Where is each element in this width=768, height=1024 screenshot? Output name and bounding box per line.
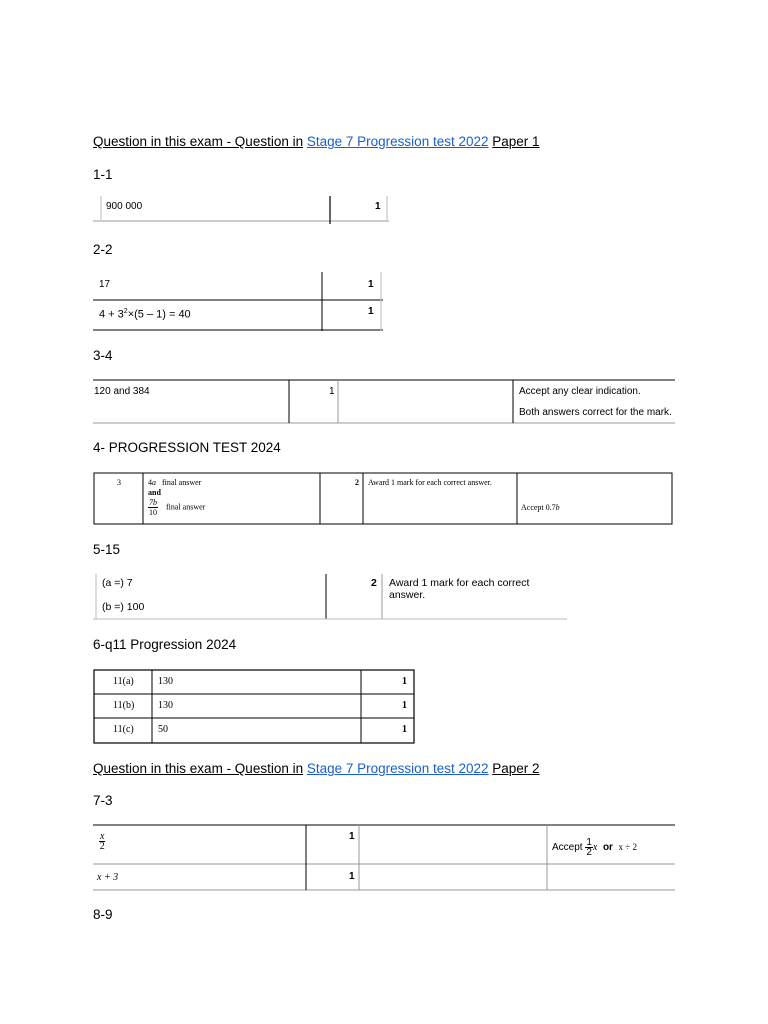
q5-mark: 2 (371, 577, 377, 589)
question-label-3: 3-4 (93, 348, 113, 363)
heading-suffix: Paper 2 (492, 761, 540, 776)
q6-row2-mark: 1 (402, 700, 407, 711)
q6-row3-mark: 1 (402, 724, 407, 735)
markscheme-image-q2 (93, 272, 383, 332)
q7-row1-answer: $\frac{x}{2}$ (99, 831, 105, 852)
q2-row2-mark: 1 (368, 306, 374, 317)
q2-row2-answer: $4 + 3^2\times(5 - 1) = 40$ (99, 308, 191, 321)
question-label-6: 6-q11 Progression 2024 (93, 637, 237, 652)
question-source-heading-paper1 (93, 134, 540, 150)
q2-row1-answer: 17 (99, 279, 111, 290)
question-label-8: 8-9 (93, 907, 113, 922)
q1-mark: 1 (375, 201, 381, 212)
q6-row2-part: 11(b) (113, 700, 135, 711)
q4-mark: 2 (355, 478, 359, 487)
q4-answer-1: 4a final answer (148, 478, 202, 487)
q6-row3-part: 11(c) (113, 724, 134, 735)
q3-mark: 1 (329, 386, 335, 397)
q4-accept: Accept 0.7b (521, 503, 560, 512)
q2-row1-mark: 1 (368, 279, 374, 290)
q6-row1-mark: 1 (402, 676, 407, 687)
q5-b-answer: (b =) 100 (102, 601, 145, 613)
markscheme-image-q4 (93, 472, 673, 526)
q4-and: and (148, 488, 161, 497)
q7-row2-answer: x + 3 (97, 872, 119, 883)
heading-prefix: Question in this exam - Question in (93, 761, 304, 776)
markscheme-image-q7 (93, 824, 675, 892)
question-label-5: 5-15 (93, 542, 121, 557)
q5-a-answer: (a =) 7 (102, 577, 133, 589)
q6-row1-part: 11(a) (113, 676, 134, 687)
q3-note-2: Both answers correct for the mark. (519, 407, 672, 418)
q4-question-number: 3 (117, 478, 121, 487)
q3-note-1: Accept any clear indication. (519, 386, 641, 397)
q7-row2-mark: 1 (349, 871, 355, 882)
q3-answer: 120 and 384 (94, 386, 150, 397)
q5-guidance-2: answer. (389, 589, 426, 601)
q5-guidance-1: Award 1 mark for each correct (389, 577, 530, 589)
question-source-heading-paper2 (93, 761, 540, 777)
markscheme-image-q5 (93, 572, 567, 622)
progression-test-link[interactable]: Stage 7 Progression test 2022 (306, 761, 489, 776)
q6-row2-answer: 130 (158, 700, 173, 711)
question-label-1: 1-1 (93, 167, 113, 182)
question-label-2: 2-2 (93, 242, 113, 257)
markscheme-image-q6 (93, 669, 415, 745)
q7-row1-mark: 1 (349, 831, 355, 842)
heading-suffix: Paper 1 (492, 134, 540, 149)
progression-test-link[interactable]: Stage 7 Progression test 2022 (306, 134, 489, 149)
question-label-7: 7-3 (93, 793, 113, 808)
question-label-4: 4- PROGRESSION TEST 2024 (93, 440, 281, 455)
q7-accept: Accept $\frac{1}{2}$ x or x ÷ 2 (552, 837, 637, 858)
q4-answer-2: $\frac{7b}{10}$ final answer (149, 498, 206, 517)
q1-answer: 900 000 (106, 201, 143, 212)
q6-row1-answer: 130 (158, 676, 173, 687)
markscheme-image-q1 (93, 194, 389, 226)
q6-row3-answer: 50 (158, 724, 168, 735)
heading-prefix: Question in this exam - Question in (93, 134, 304, 149)
markscheme-image-q3 (93, 379, 675, 425)
q4-guidance: Award 1 mark for each correct answer. (368, 478, 492, 487)
